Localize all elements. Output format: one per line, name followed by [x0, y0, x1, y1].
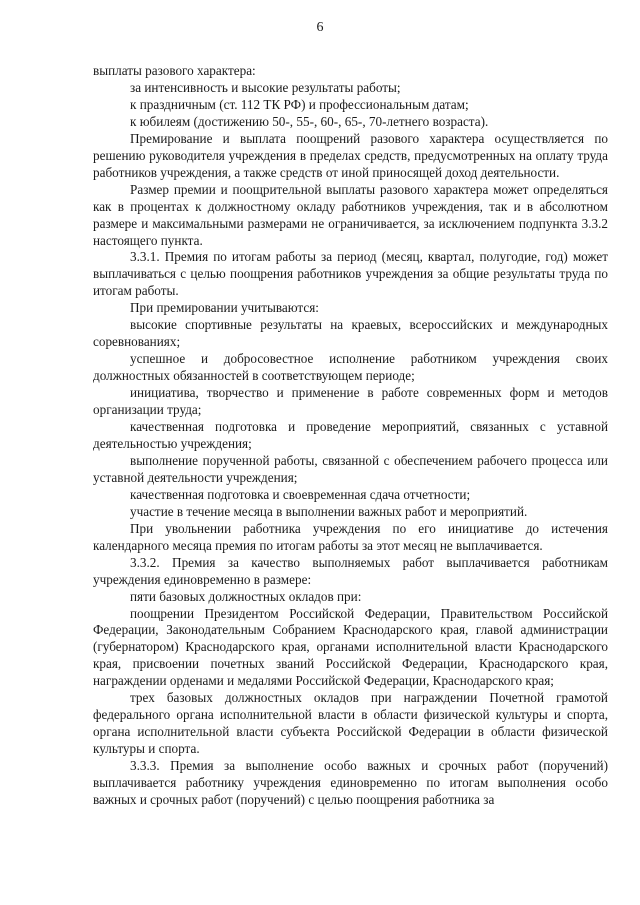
paragraph: При увольнении работника учреждения по его инициативе до истечения календарного месяца премия по итогам работы за этот месяц не выплачивается.: [93, 520, 608, 553]
paragraph: трех базовых должностных окладов при награждении Почетной грамотой федерального органа исполнительной власти в области физической культуры и спорта, органа исполнительной власти субъекта Российской Федерации в области физической культуры и спорта.: [93, 690, 608, 757]
paragraph: выполнение порученной работы, связанной с обеспечением рабочего процесса или уставной деятельности учреждения;: [93, 452, 608, 485]
paragraph: 3.3.1. Премия по итогам работы за период (месяц, квартал, полугодие, год) может выплачиваться с целью поощрения работников учреждения за общие результаты труда по итогам работы.: [93, 249, 608, 299]
paragraph: успешное и добросовестное исполнение работником учреждения своих должностных обязанностей в соответствующем периоде;: [93, 351, 608, 384]
paragraph: Премирование и выплата поощрений разового характера осуществляется по решению руководителя учреждения в пределах средств, предусмотренных на оплату труда работников учреждения, а также средств от иной приносящей доход деятельности.: [93, 130, 608, 180]
paragraph: за интенсивность и высокие результаты работы;: [130, 79, 401, 95]
paragraph: При премировании учитываются:: [130, 300, 319, 316]
paragraph: инициатива, творчество и применение в работе современных форм и методов организации труда;: [93, 385, 608, 418]
paragraph: 3.3.3. Премия за выполнение особо важных и срочных работ (поручений) выплачивается работнику учреждения единовременно по итогам выполнения особо важных и срочных работ (поручений) с целью поощрения работника за: [93, 758, 608, 807]
paragraph: участие в течение месяца в выполнении важных работ и мероприятий.: [130, 503, 528, 519]
paragraph: 3.3.2. Премия за качество выполняемых работ выплачивается работникам учреждения единовременно в размере:: [93, 554, 608, 587]
document-body: [93, 63, 608, 809]
page-number: 6: [316, 20, 324, 35]
paragraph: качественная подготовка и проведение мероприятий, связанных с уставной деятельностью учреждения;: [93, 419, 608, 451]
paragraph: к юбилеям (достижению 50-, 55-, 60-, 65-, 70-летнего возраста).: [130, 113, 489, 129]
paragraph: качественная подготовка и своевременная сдача отчетности;: [130, 486, 471, 502]
paragraph: выплаты разового характера:: [93, 63, 256, 78]
paragraph: Размер премии и поощрительной выплаты разового характера может определяться как в процентах к должностному окладу работников учреждения, так и в абсолютном размере и максимальными размерами не ограничивается, за исключением подпункта 3.3.2 настоящего пункта.: [93, 181, 608, 248]
paragraph: поощрении Президентом Российской Федерации, Правительством Российской Федерации, Законодательным Собранием Краснодарского края, главой администрации (губернатором) Краснодарского края, органами исполнительной власти Краснодарского края, присвоении почетных званий Российской Федерации, Краснодарского края, награждении орденами и медалями Российской Федерации, Краснодарского края;: [93, 605, 608, 689]
paragraph: пяти базовых должностных окладов при:: [130, 588, 362, 604]
paragraph: высокие спортивные результаты на краевых, всероссийских и международных соревнованиях;: [93, 317, 608, 350]
paragraph: к праздничным (ст. 112 ТК РФ) и профессиональным датам;: [130, 96, 469, 112]
